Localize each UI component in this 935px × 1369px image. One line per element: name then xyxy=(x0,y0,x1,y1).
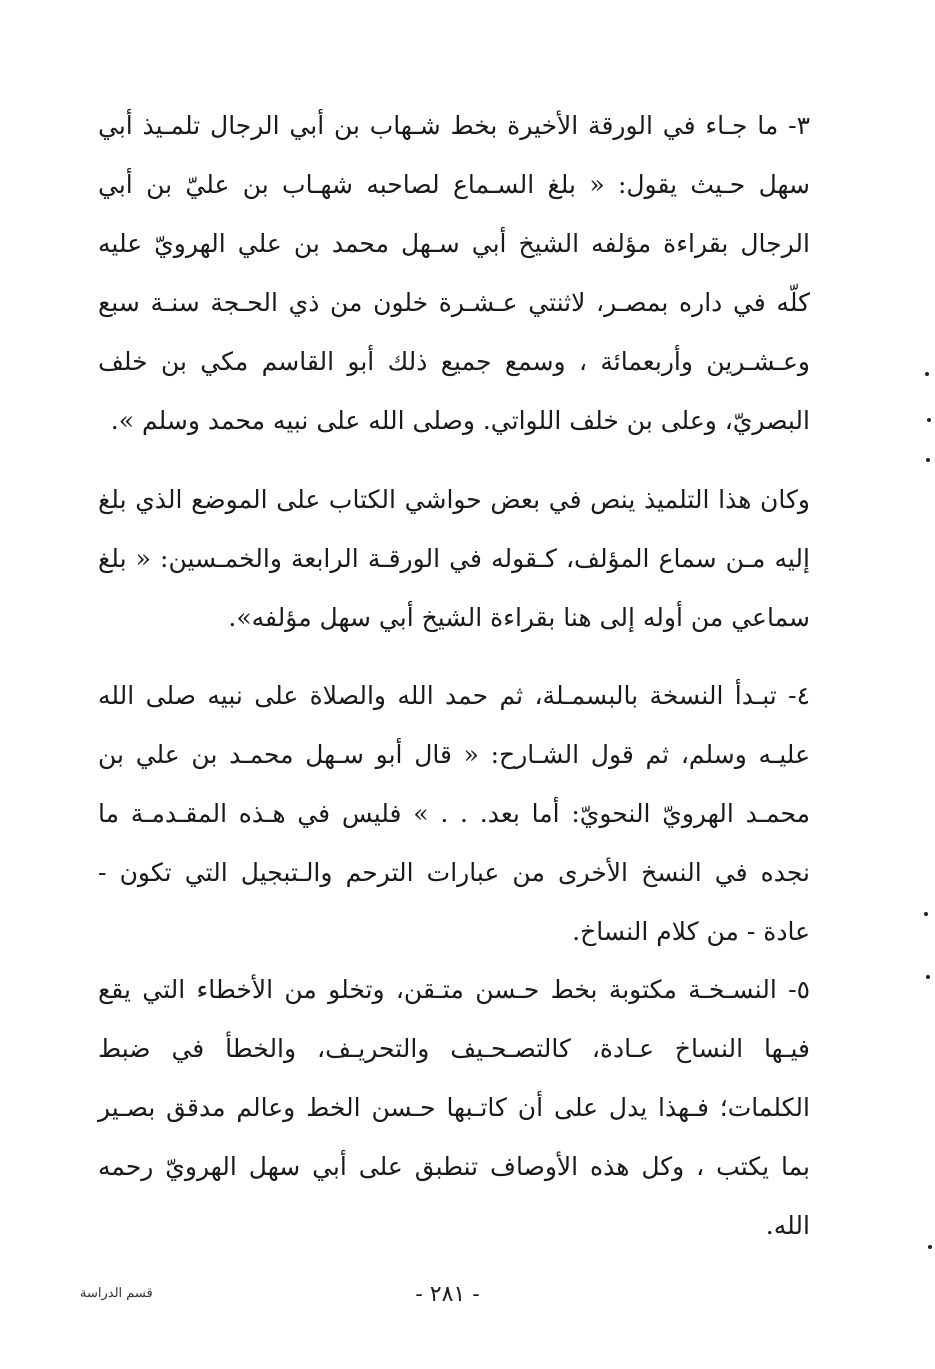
page-number: - ٢٨١ - xyxy=(415,1282,480,1307)
paragraph-student-note xyxy=(98,470,810,647)
paragraph-item-4 xyxy=(98,666,810,961)
page-footer xyxy=(0,1282,935,1312)
paragraph-text: وكان هذا التلميذ ينص في بعض حواشي الكتاب على الموضع الذي بلغ إليه مـن سماع المؤلف، كـقوله في الورقـة الرابعة والخمـسين: « بلغ سماعي من أوله إلى هنا بقراءة الشيخ أبي سهل مؤلفه». xyxy=(98,485,811,632)
paragraph-text: ٣- ما جـاء في الورقة الأخيرة بخط شـهاب بن أبي الرجال تلمـيذ أبي سهل حـيث يقول: « بلغ السـماع لصاحبه شهـاب بن عليّ بن أبي الرجال بقراءة مؤلفه الشيخ أبي سـهل محمد بن علي الهرويّ عليه كلّه في داره بمصـر، لاثنتي عـشـرة خلون من ذي الحـجة سنـة سبع وعـشـرين وأربعمائة ، وسمع جميع ذلك أبو القاسم مكي بن خلف البصريّ، وعلى بن خلف اللواتي. وصلى الله على نبيه محمد وسلم ». xyxy=(98,111,810,435)
paragraph-item-5 xyxy=(98,960,810,1255)
scan-speck xyxy=(927,418,931,422)
paragraph-text: ٥- النسـخـة مكتوبة بخط حـسن متـقن، وتخلو من الأخطاء التي يقع فيـها النساخ عـادة، كالتصـحـيف والتحريـف، والخطأ في ضبط الكلمات؛ فـهذا يدل على أن كاتـبها حـسن الخط وعالم مدقق بصـير بما يكتب ، وكل هذه الأوصاف تنطبق على أبي سهل الهرويّ رحمه الله. xyxy=(98,975,810,1240)
scan-speck xyxy=(926,975,930,979)
scan-speck xyxy=(925,372,929,376)
scan-speck xyxy=(924,912,928,916)
scan-speck xyxy=(926,458,930,462)
section-label: قسم الدراسة xyxy=(80,1286,153,1301)
scan-speck xyxy=(928,1245,932,1249)
paragraph-text: ٤- تبـدأ النسخة بالبسمـلة، ثم حمد الله والصلاة على نبيه صلى الله عليـه وسلم، ثم قول الشـارح: « قال أبو سـهل محمـد بن علي بن محمـد الهرويّ النحويّ: أما بعد. . . » فليس في هـذه المقـدمـة ما نجده في النسخ الأخرى من عبارات الترحم والـتبجيل التي تكون - عادة - من كلام النساخ. xyxy=(98,681,810,946)
paragraph-item-3 xyxy=(98,96,810,450)
